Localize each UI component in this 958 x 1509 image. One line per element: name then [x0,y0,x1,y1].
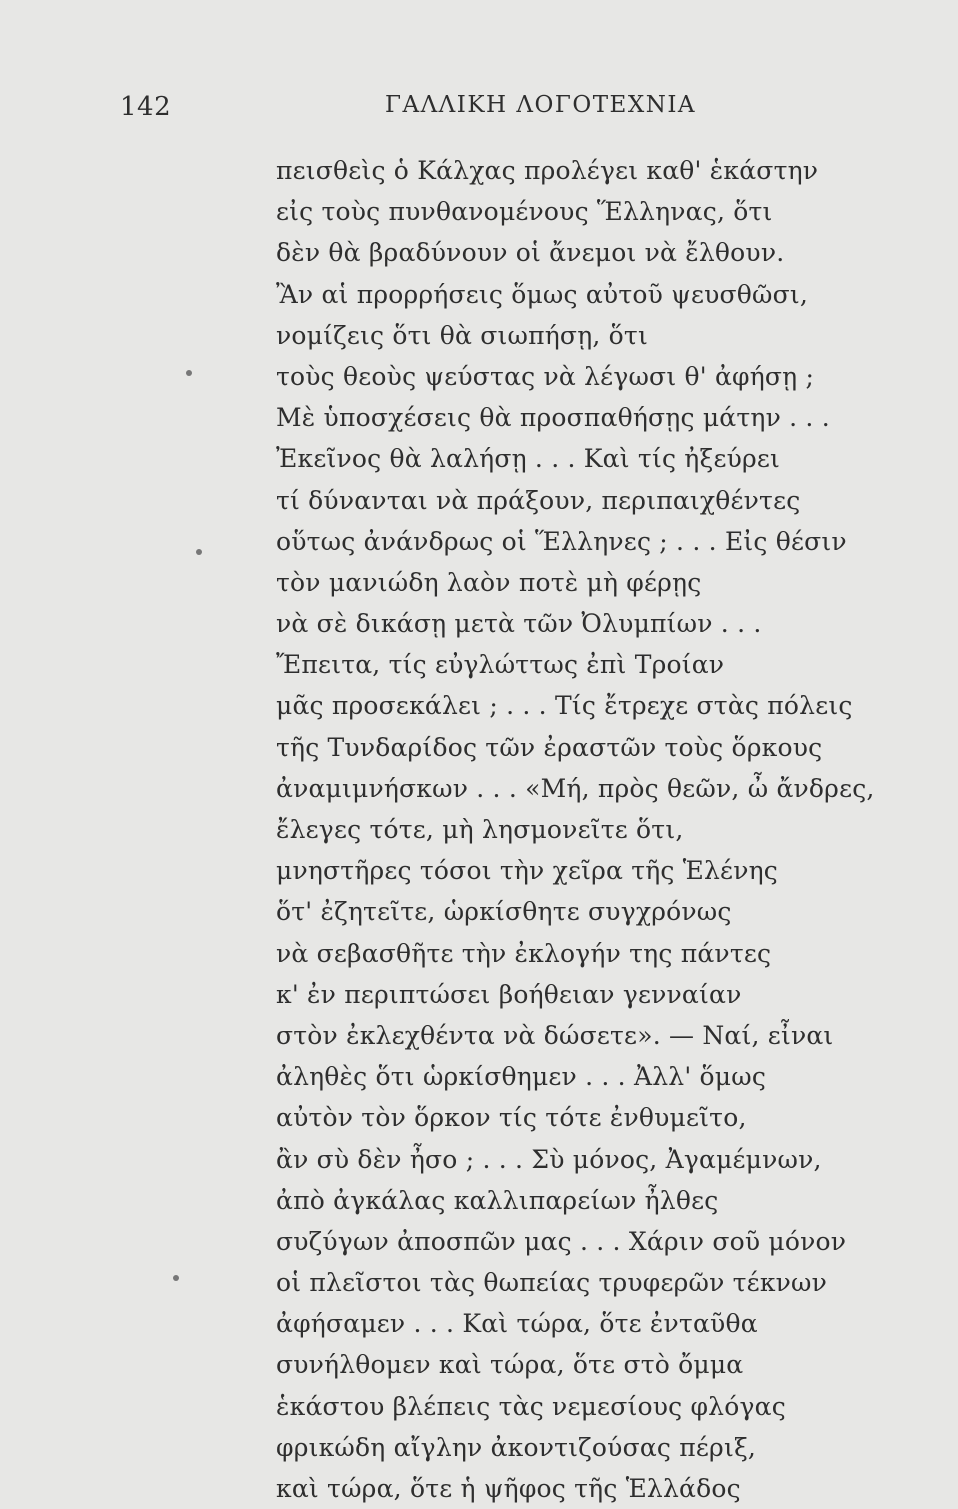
poem-line: τῆς Τυνδαρίδος τῶν ἐραστῶν τοὺς ὅρκους [276,732,823,762]
poem-line: στὸν ἐκλεχθέντα νὰ δώσετε». — Ναί, εἶναι [276,1020,834,1050]
poem-line: μνηστῆρες τόσοι τὴν χεῖρα τῆς Ἑλένης [276,856,778,886]
poem-line: ἔλεγες τότε, μὴ λησμονεῖτε ὅτι, [276,815,684,844]
poem-line: ὅτ' ἐζητεῖτε, ὡρκίσθητε συγχρόνως [276,897,732,927]
page-number: 142 [120,92,172,122]
poem-text [276,150,876,1509]
poem-line: τί δύνανται νὰ πράξουν, περιπαιχθέντες [276,485,801,515]
poem-line: Ἔπειτα, τίς εὐγλώττως ἐπὶ Τροίαν [276,650,725,680]
poem-line: συζύγων ἀποσπῶν μας . . . Χάριν σοῦ μόνον [276,1226,847,1256]
poem-line: οὕτως ἀνάνδρως οἱ Ἕλληνες ; . . . Εἰς θέσιν [276,526,847,556]
poem-line: ἀληθὲς ὅτι ὡρκίσθημεν . . . Ἀλλ' ὅμως [276,1062,767,1092]
poem-line: καὶ τώρα, ὅτε ἡ ψῆφος τῆς Ἑλλάδος [276,1474,741,1503]
poem-line: Μὲ ὑποσχέσεις θὰ προσπαθήσῃς μάτην . . . [276,403,830,433]
poem-line: Ἂν αἱ προρρήσεις ὅμως αὐτοῦ ψευσθῶσι, [276,279,809,309]
poem-line: συνήλθομεν καὶ τώρα, ὅτε στὸ ὄμμα [276,1350,744,1380]
poem-line: ἂν σὺ δὲν ἦσο ; . . . Σὺ μόνος, Ἀγαμέμνων, [276,1144,822,1174]
poem-line: κ' ἐν περιπτώσει βοήθειαν γενναίαν [276,979,742,1009]
poem-line: φρικώδη αἴγλην ἀκοντιζούσας πέριξ, [276,1432,757,1462]
poem-line: μᾶς προσεκάλει ; . . . Τίς ἔτρεχε στὰς πόλεις [276,691,853,721]
poem-line: πεισθεὶς ὁ Κάλχας προλέγει καθ' ἑκάστην [276,156,819,185]
poem-line: δὲν θὰ βραδύνουν οἱ ἄνεμοι νὰ ἔλθουν. [276,238,785,268]
poem-line: ἑκάστου βλέπεις τὰς νεμεσίους φλόγας [276,1391,786,1421]
running-title: ΓΑΛΛΙΚΗ ΛΟΓΟΤΕΧΝΙΑ [385,92,697,118]
paper-speck [173,1275,179,1281]
paper-speck [186,370,192,376]
poem-line: ἀφήσαμεν . . . Καὶ τώρα, ὅτε ἐνταῦθα [276,1309,758,1339]
poem-line: τὸν μανιώδη λαὸν ποτὲ μὴ φέρῃς [276,567,702,597]
poem-line: Ἐκεῖνος θὰ λαλήσῃ . . . Καὶ τίς ἠξεύρει [276,444,781,474]
poem-line: τοὺς θεοὺς ψεύστας νὰ λέγωσι θ' ἀφήσῃ ; [276,361,815,391]
paper-speck [196,549,202,555]
poem-line: αὐτὸν τὸν ὅρκον τίς τότε ἐνθυμεῖτο, [276,1103,747,1133]
poem-line: ἀπὸ ἀγκάλας καλλιπαρείων ἦλθες [276,1185,719,1215]
poem-line: νομίζεις ὅτι θὰ σιωπήσῃ, ὅτι [276,320,648,350]
poem-line: εἰς τοὺς πυνθανομένους Ἕλληνας, ὅτι [276,197,773,227]
poem-line: οἱ πλεῖστοι τὰς θωπείας τρυφερῶν τέκνων [276,1268,828,1298]
poem-line: ἀναμιμνήσκων . . . «Μή, πρὸς θεῶν, ὦ ἄνδρες, [276,773,875,803]
poem-line: νὰ σεβασθῆτε τὴν ἐκλογήν της πάντες [276,938,772,968]
poem-line: νὰ σὲ δικάσῃ μετὰ τῶν Ὀλυμπίων . . . [276,609,762,639]
